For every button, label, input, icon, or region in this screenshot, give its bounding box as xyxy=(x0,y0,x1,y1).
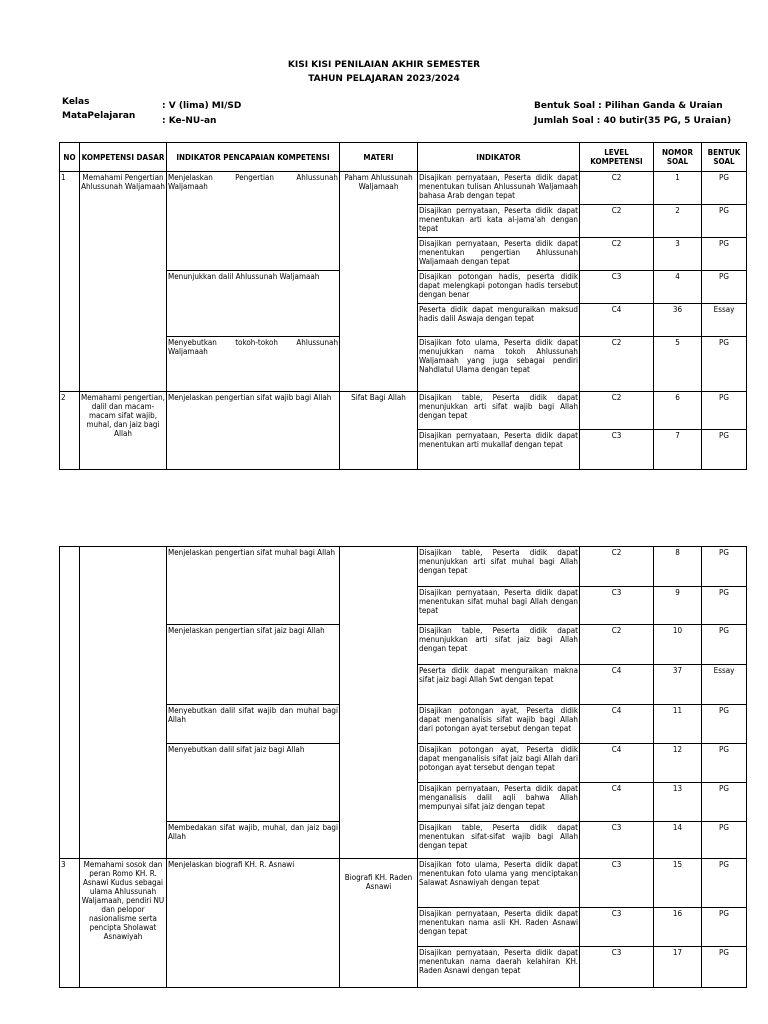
nomor-cell: 1 xyxy=(654,172,702,205)
nomor-cell: 2 xyxy=(654,205,702,238)
col-nomor: NOMOR SOAL xyxy=(654,143,702,172)
row-number: 3 xyxy=(60,859,80,988)
table-row xyxy=(60,392,747,430)
level-cell: C2 xyxy=(580,337,654,392)
row-number-empty xyxy=(60,547,80,859)
nomor-cell: 15 xyxy=(654,859,702,908)
ipk-cell: Menunjukkan dalil Ahlussunah Waljamaah xyxy=(167,271,340,337)
level-cell: C4 xyxy=(580,783,654,822)
indikator-cell: Peserta didik dapat menguraikan maksud hadis dalil Aswaja dengan tepat xyxy=(418,304,580,337)
level-cell: C2 xyxy=(580,172,654,205)
ipk-cell: Membedakan sifat wajib, muhal, dan jaiz bagi Allah xyxy=(167,822,340,859)
indikator-cell: Disajikan pernyataan, Peserta didik dapat menentukan nama daerah kelahiran KH. Raden Asnawi dengan tepat xyxy=(418,947,580,988)
kelas-label: Kelas xyxy=(62,97,90,107)
level-cell: C4 xyxy=(580,665,654,705)
bentuk-cell: PG xyxy=(702,908,747,947)
indikator-cell: Disajikan pernyataan, Peserta didik dapat menentukan arti kata al-jama'ah dengan tepat xyxy=(418,205,580,238)
bentuk-cell: PG xyxy=(702,783,747,822)
indikator-cell: Disajikan foto ulama, Peserta didik dapat menentukan foto ulama yang menciptakan Salawat Asnawiyah dengan tepat xyxy=(418,859,580,908)
row-number: 1 xyxy=(60,172,80,392)
indikator-cell: Disajikan pernyataan, Peserta didik dapat menentukan sifat muhal bagi Allah dengan tepat xyxy=(418,587,580,625)
indikator-cell: Disajikan potongan ayat, Peserta didik dapat menganalisis sifat wajib bagi Allah dari potongan ayat tersebut dengan tepat xyxy=(418,705,580,744)
table-header-row xyxy=(60,143,747,172)
nomor-cell: 11 xyxy=(654,705,702,744)
bentuk-cell: PG xyxy=(702,205,747,238)
level-cell: C3 xyxy=(580,859,654,908)
ipk-cell: Menjelaskan pengertian sifat muhal bagi Allah xyxy=(167,547,340,625)
document-title: KISI KISI PENILAIAN AKHIR SEMESTER xyxy=(287,60,481,70)
mapel-label: MataPelajaran xyxy=(62,111,136,121)
nomor-cell: 14 xyxy=(654,822,702,859)
indikator-cell: Peserta didik dapat menguraikan makna sifat jaiz bagi Allah Swt dengan tepat xyxy=(418,665,580,705)
indikator-cell: Disajikan potongan ayat, Peserta didik dapat menganalisis sifat jaiz bagi Allah dari potongan ayat tersebut dengan tepat xyxy=(418,744,580,783)
indikator-cell: Disajikan pernyataan, Peserta didik dapat menganalisis dalil aqli bahwa Allah mempunyai sifat jaiz dengan tepat xyxy=(418,783,580,822)
nomor-cell: 7 xyxy=(654,430,702,470)
nomor-cell: 12 xyxy=(654,744,702,783)
ipk-cell: Menjelaskan pengertian sifat wajib bagi Allah xyxy=(167,392,340,470)
table-row xyxy=(60,859,747,908)
indikator-cell: Disajikan table, Peserta didik dapat menunjukkan arti sifat wajib bagi Allah dengan tepat xyxy=(418,392,580,430)
level-cell: C2 xyxy=(580,392,654,430)
indikator-cell: Disajikan pernyataan, Peserta didik dapat menentukan tulisan Ahlussunah Waljamaah bahasa Arab dengan tepat xyxy=(418,172,580,205)
table-row xyxy=(60,547,747,587)
nomor-cell: 17 xyxy=(654,947,702,988)
indikator-cell: Disajikan pernyataan, Peserta didik dapat menentukan pengertian Ahlussunah Waljamaah dengan tepat xyxy=(418,238,580,271)
col-indikator: INDIKATOR xyxy=(418,143,580,172)
kisi-table-page-2 xyxy=(59,546,747,988)
bentuk-cell: Essay xyxy=(702,304,747,337)
level-cell: C4 xyxy=(580,744,654,783)
bentuk-cell: Essay xyxy=(702,665,747,705)
kompetensi-dasar: Memahami Pengertian Ahlussunah Waljamaah xyxy=(80,172,167,392)
level-cell: C3 xyxy=(580,430,654,470)
level-cell: C2 xyxy=(580,205,654,238)
mapel-value: : Ke-NU-an xyxy=(162,116,217,126)
nomor-cell: 3 xyxy=(654,238,702,271)
bentuk-cell: PG xyxy=(702,947,747,988)
bentuk-cell: PG xyxy=(702,587,747,625)
bentuk-cell: PG xyxy=(702,430,747,470)
ipk-cell: Menjelaskan pengertian sifat jaiz bagi Allah xyxy=(167,625,340,705)
level-cell: C2 xyxy=(580,238,654,271)
nomor-cell: 37 xyxy=(654,665,702,705)
indikator-cell: Disajikan potongan hadis, peserta didik dapat melengkapi potongan hadis tersebut dengan benar xyxy=(418,271,580,304)
materi-cell-continued xyxy=(340,547,418,859)
indikator-cell: Disajikan foto ulama, Peserta didik dapat menujukkan nama tokoh Ahlussunah Waljamaah yang juga sebagai pendiri Nahdlatul Ulama dengan tepat xyxy=(418,337,580,392)
ipk-cell: Menyebutkan dalil sifat jaiz bagi Allah xyxy=(167,744,340,822)
kompetensi-dasar-continued xyxy=(80,547,167,859)
kelas-value: : V (lima) MI/SD xyxy=(162,101,242,111)
col-bentuk: BENTUK SOAL xyxy=(702,143,747,172)
table-row xyxy=(60,172,747,205)
indikator-cell: Disajikan pernyataan, Peserta didik dapat menentukan nama asli KH. Raden Asnawi dengan tepat xyxy=(418,908,580,947)
bentuk-cell: PG xyxy=(702,859,747,908)
jumlah-soal: Jumlah Soal : 40 butir(35 PG, 5 Uraian) xyxy=(534,116,732,126)
col-no: NO xyxy=(60,143,80,172)
col-level: LEVEL KOMPETENSI xyxy=(580,143,654,172)
bentuk-cell: PG xyxy=(702,822,747,859)
level-cell: C4 xyxy=(580,304,654,337)
academic-year: TAHUN PELAJARAN 2023/2024 xyxy=(308,74,460,84)
ipk-cell: Menyebutkan tokoh-tokoh Ahlussunah Waljamaah xyxy=(167,337,340,392)
bentuk-cell: PG xyxy=(702,392,747,430)
col-kd: KOMPETENSI DASAR xyxy=(80,143,167,172)
nomor-cell: 9 xyxy=(654,587,702,625)
ipk-cell: Menjelaskan Pengertian Ahlussunah Waljamaah xyxy=(167,172,340,271)
nomor-cell: 6 xyxy=(654,392,702,430)
materi-cell: Paham Ahlussunah Waljamaah xyxy=(340,172,418,392)
bentuk-cell: PG xyxy=(702,744,747,783)
bentuk-cell: PG xyxy=(702,547,747,587)
indikator-cell: Disajikan table, Peserta didik dapat menunjukkan arti sifat jaiz bagi Allah dengan tepat xyxy=(418,625,580,665)
ipk-cell: Menjelaskan biografi KH. R. Asnawi xyxy=(167,859,340,988)
level-cell: C3 xyxy=(580,822,654,859)
col-ipk: INDIKATOR PENCAPAIAN KOMPETENSI xyxy=(167,143,340,172)
indikator-cell: Disajikan pernyataan, Peserta didik dapat menentukan arti mukallaf dengan tepat xyxy=(418,430,580,470)
nomor-cell: 8 xyxy=(654,547,702,587)
nomor-cell: 10 xyxy=(654,625,702,665)
level-cell: C3 xyxy=(580,947,654,988)
bentuk-cell: PG xyxy=(702,625,747,665)
kisi-table-page-1 xyxy=(59,142,747,470)
level-cell: C2 xyxy=(580,625,654,665)
bentuk-cell: PG xyxy=(702,705,747,744)
materi-cell: Biografi KH. Raden Asnawi xyxy=(340,859,418,988)
level-cell: C3 xyxy=(580,587,654,625)
level-cell: C3 xyxy=(580,271,654,304)
nomor-cell: 4 xyxy=(654,271,702,304)
bentuk-cell: PG xyxy=(702,337,747,392)
nomor-cell: 5 xyxy=(654,337,702,392)
bentuk-soal: Bentuk Soal : Pilihan Ganda & Uraian xyxy=(534,101,723,111)
col-materi: MATERI xyxy=(340,143,418,172)
kompetensi-dasar: Memahami sosok dan peran Romo KH. R. Asnawi Kudus sebagai ulama Ahlussunah Waljamaah, pendiri NU dan pelopor nasionalisme serta pencipta Sholawat Asnawiyah xyxy=(80,859,167,988)
nomor-cell: 36 xyxy=(654,304,702,337)
ipk-cell: Menyebutkan dalil sifat wajib dan muhal bagi Allah xyxy=(167,705,340,744)
kompetensi-dasar: Memahami pengertian, dalil dan macam-macam sifat wajib, muhal, dan jaiz bagi Allah xyxy=(80,392,167,470)
bentuk-cell: PG xyxy=(702,238,747,271)
row-number: 2 xyxy=(60,392,80,470)
materi-cell: Sifat Bagi Allah xyxy=(340,392,418,470)
indikator-cell: Disajikan table, Peserta didik dapat menunjukkan arti sifat muhal bagi Allah dengan tepat xyxy=(418,547,580,587)
level-cell: C3 xyxy=(580,908,654,947)
level-cell: C2 xyxy=(580,547,654,587)
indikator-cell: Disajikan table, Peserta didik dapat menentukan sifat-sifat wajib bagi Allah dengan tepat xyxy=(418,822,580,859)
bentuk-cell: PG xyxy=(702,271,747,304)
nomor-cell: 16 xyxy=(654,908,702,947)
bentuk-cell: PG xyxy=(702,172,747,205)
level-cell: C4 xyxy=(580,705,654,744)
nomor-cell: 13 xyxy=(654,783,702,822)
